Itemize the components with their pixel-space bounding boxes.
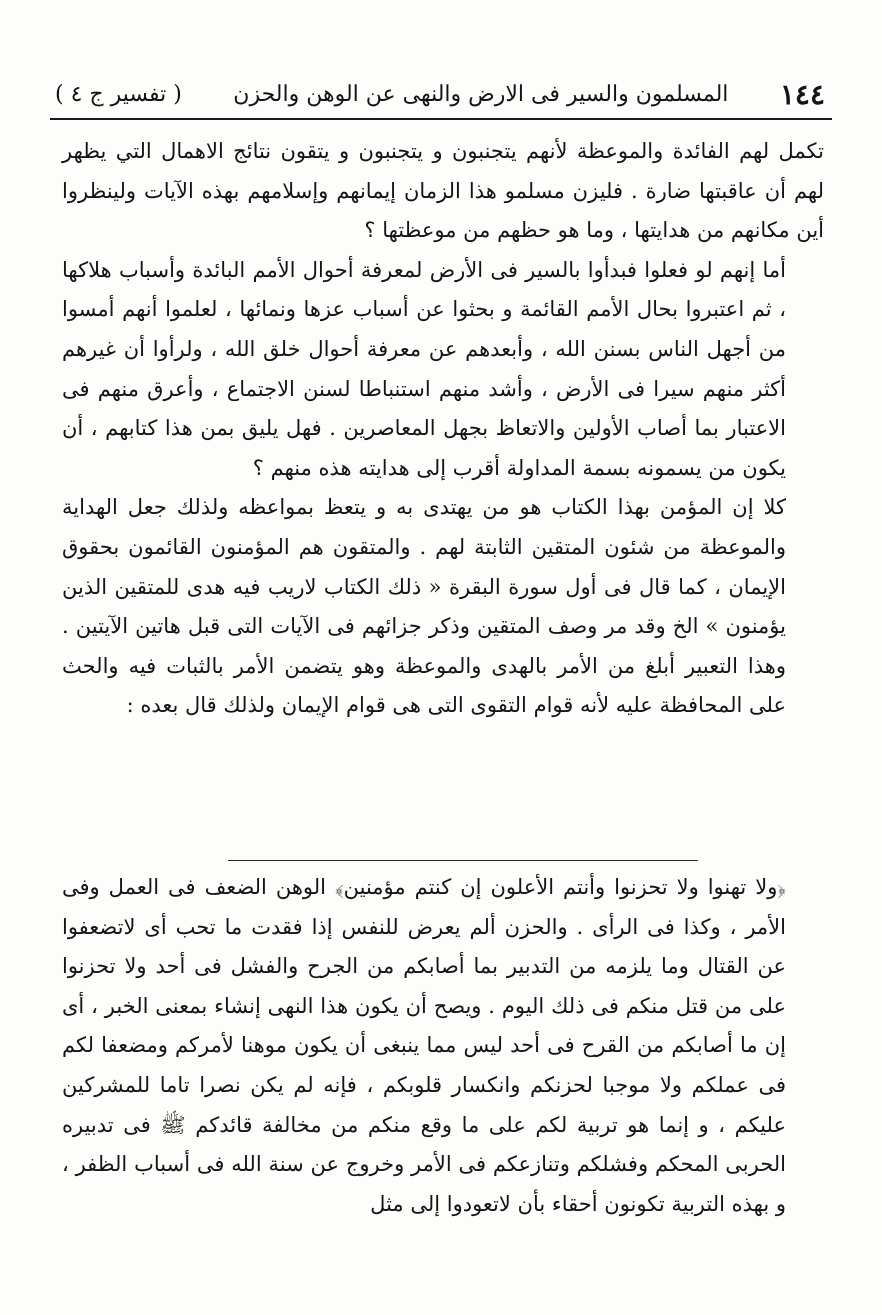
paragraph-4: ﴿ولا تهنوا ولا تحزنوا وأنتم الأعلون إن كنتم مؤمنين﴾ الوهن الضعف فى العمل وفى الأمر ، وكذا فى الرأى . والحزن ألم يعرض للنفس إذا فقدت ما تحب أى لاتضعفوا عن القتال وما يلزمه من التدبير بما أصابكم من الجرح والفشل فى أحد ولا تحزنوا على من قتل منكم فى ذلك اليوم . ويصح أن يكون هذا النهى إنشاء بمعنى الخبر ، أى إن ما أصابكم من القرح فى أحد ليس مما ينبغى أن يكون موهنا لأمركم ومضعفا لكم فى عملكم ولا موجبا لحزنكم وانكسار قلوبكم ، فإنه لم يكن نصرا تاما للمشركين عليكم ، و إنما هو تربية لكم على ما وقع منكم من مخالفة قائدكم ﷺ فى تدبيره الحربى المحكم وفشلكم وتنازعكم فى الأمر وخروج عن سنة الله فى أسباب الظفر ، و بهذه التربية تكونون أحقاء بأن لاتعودوا إلى مثل bbox=[62, 875, 786, 1216]
paragraph-2: أما إنهم لو فعلوا فبدأوا بالسير فى الأرض لمعرفة أحوال الأمم البائدة وأسباب هلاكها ، ثم اعتبروا بحال الأمم القائمة و بحثوا عن أسباب عزها ونمائها ، لعلموا أنهم أمسوا من أجهل الناس بسنن الله ، وأبعدهم عن معرفة أحوال خلق الله ، ولرأوا أن غيرهم أكثر منهم سيرا فى الأرض ، وأشد منهم استنباطا لسنن الاجتماع ، وأعرق منهم فى الاعتبار بما أصاب الأولين والاتعاظ بجهل المعاصرين . فهل يليق بمن هذا كتابهم ، أن يكون من يسمونه بسمة المداولة أقرب إلى هدايته هذه منهم ؟ bbox=[62, 257, 786, 480]
paragraph-1: تكمل لهم الفائدة والموعظة لأنهم يتجنبون و يتجنبون و يتقون نتائج الاهمال التي يظهر لهم أن عاقبتها ضارة . فليزن مسلمو هذا الزمان إيمانهم وإسلامهم بهذه الآيات ولينظروا أين مكانهم من هدايتها ، وما هو حظهم من موعظتها ؟ bbox=[62, 139, 824, 243]
page-number: ١٤٤ bbox=[779, 77, 825, 111]
section-divider bbox=[228, 860, 698, 861]
text-block-upper bbox=[62, 132, 824, 726]
book-reference: ( تفسير ج ٤ ) bbox=[55, 81, 182, 107]
page-header bbox=[55, 72, 825, 116]
running-title: المسلمون والسير فى الارض والنهى عن الوهن والحزن bbox=[233, 81, 729, 107]
text-block-lower bbox=[62, 868, 824, 1224]
header-rule bbox=[50, 118, 832, 120]
paragraph-3: كلا إن المؤمن بهذا الكتاب هو من يهتدى به و يتعظ بمواعظه ولذلك جعل الهداية والموعظة من شئون المتقين الثابتة لهم . والمتقون هم المؤمنون القائمون بحقوق الإيمان ، كما قال فى أول سورة البقرة « ذلك الكتاب لاريب فيه هدى للمتقين الذين يؤمنون » الخ وقد مر وصف المتقين وذكر جزائهم فى الآيات التى قبل هاتين الآيتين . وهذا التعبير أبلغ من الأمر بالهدى والموعظة وهو يتضمن الأمر بالثبات فيه والحث على المحافظة عليه لأنه قوام التقوى التى هى قوام الإيمان ولذلك قال بعده : bbox=[62, 495, 786, 718]
